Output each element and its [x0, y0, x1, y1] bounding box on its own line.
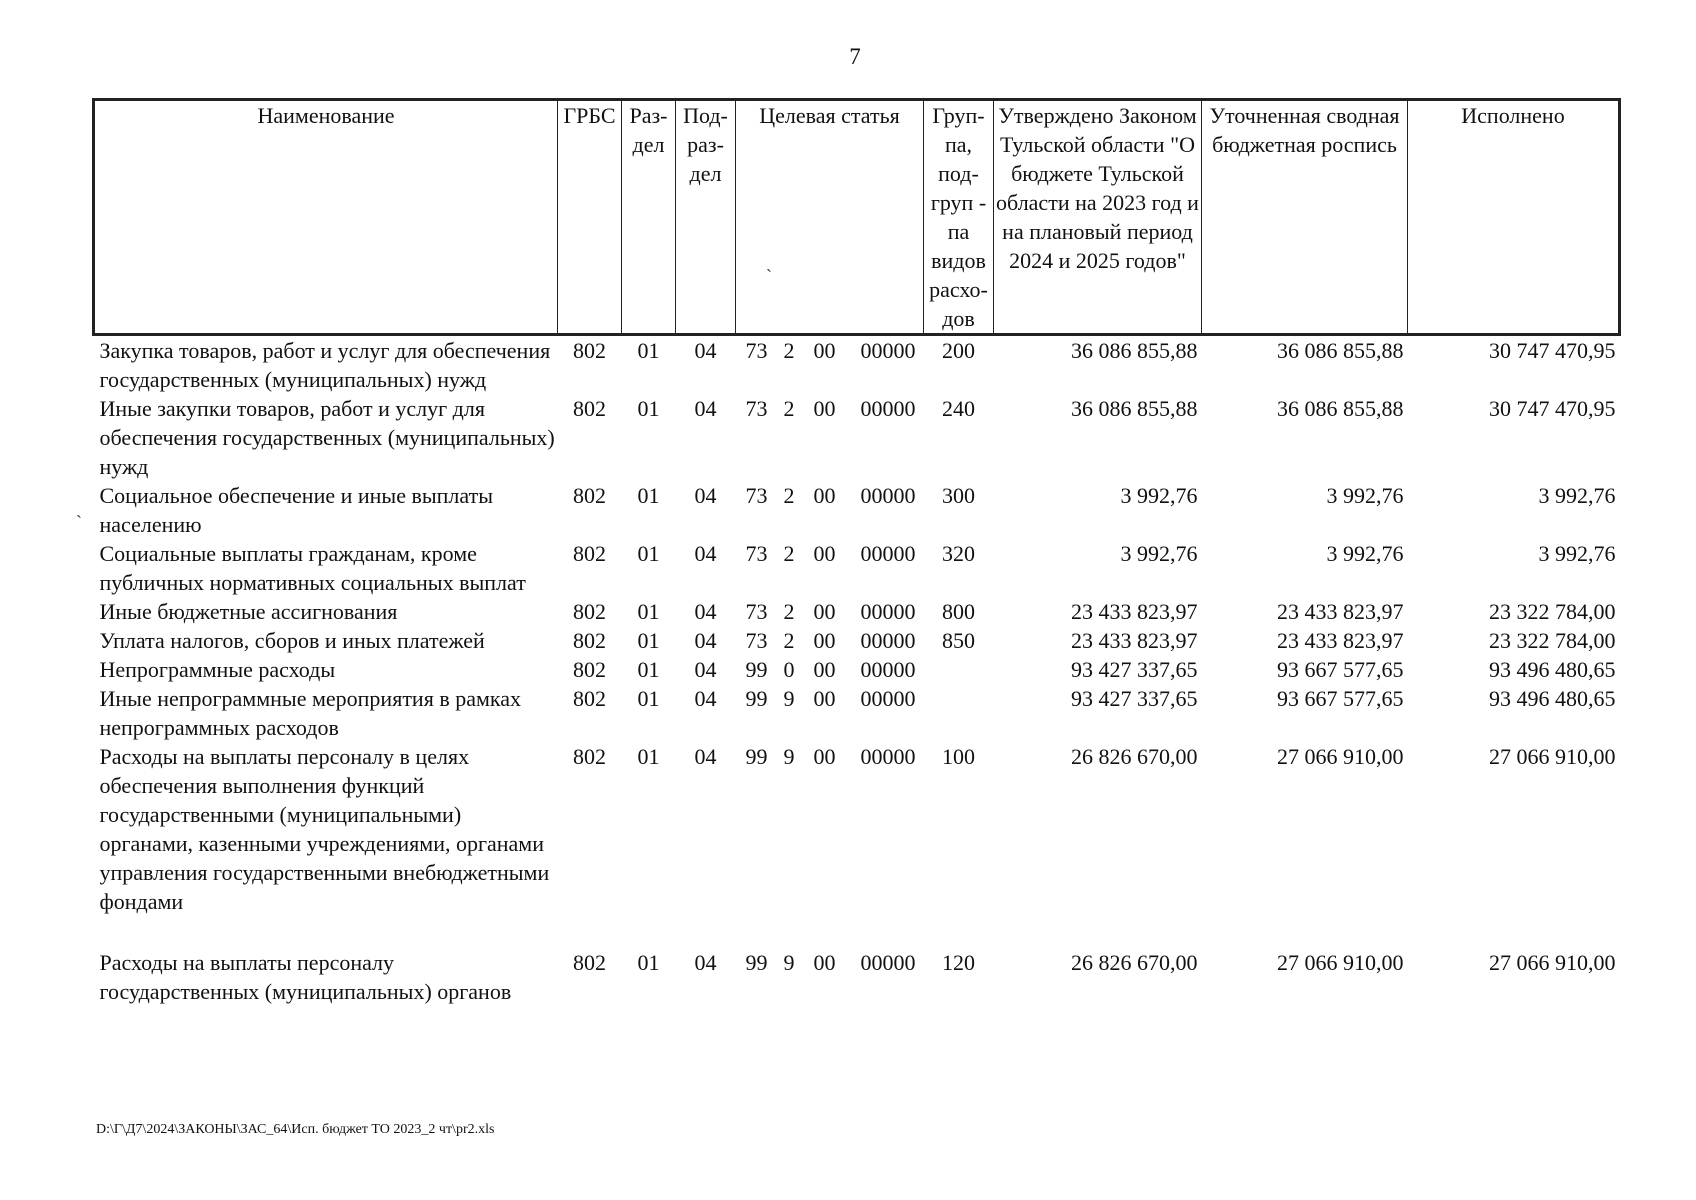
target-main: 00: [813, 541, 836, 566]
header-target: Целевая статья: [736, 100, 924, 335]
target-main: 00: [813, 950, 836, 975]
cell-group: 320: [942, 541, 975, 566]
pen-mark: ˏ: [76, 498, 82, 518]
target-sub: 9: [783, 950, 795, 975]
target-program: 99: [745, 950, 768, 975]
cell-grbs: 802: [573, 483, 606, 508]
cell-target: [736, 655, 924, 684]
cell-executed: 93 496 480,65: [1489, 657, 1616, 682]
cell-name: Уплата налогов, сборов и иных платежей: [99, 628, 485, 653]
target-direction: 00000: [860, 541, 916, 566]
pen-mark: ˏ: [766, 252, 772, 272]
cell-razdel: 01: [637, 541, 660, 566]
cell-executed: 30 747 470,95: [1489, 396, 1616, 421]
cell-razdel: 01: [637, 628, 660, 653]
cell-executed: 27 066 910,00: [1489, 744, 1616, 769]
table-row: [94, 655, 1620, 684]
cell-razdel: 01: [637, 483, 660, 508]
target-main: 00: [813, 686, 836, 711]
cell-podrazdel: 04: [694, 950, 717, 975]
cell-podrazdel: 04: [694, 396, 717, 421]
spacer-row: [94, 916, 1620, 948]
table-row: [94, 742, 1620, 916]
cell-grbs: 802: [573, 541, 606, 566]
cell-target: [736, 335, 924, 395]
target-program: 99: [745, 744, 768, 769]
cell-target: [736, 742, 924, 916]
cell-refined: 3 992,76: [1326, 483, 1404, 508]
target-sub: 9: [783, 744, 795, 769]
header-executed: Исполнено: [1408, 100, 1620, 335]
cell-name: Иные непрограммные мероприятия в рамках непрограммных расходов: [99, 686, 522, 740]
cell-group: 240: [942, 396, 975, 421]
header-name: Наименование: [94, 100, 558, 335]
cell-executed: 23 322 784,00: [1489, 599, 1616, 624]
table-row: [94, 481, 1620, 539]
target-main: 00: [813, 338, 836, 363]
cell-executed: 30 747 470,95: [1489, 338, 1616, 363]
cell-name: Социальные выплаты гражданам, кроме публичных нормативных социальных выплат: [99, 541, 526, 595]
cell-executed: 23 322 784,00: [1489, 628, 1616, 653]
cell-target: [736, 626, 924, 655]
table-row: [94, 597, 1620, 626]
target-program: 73: [745, 599, 768, 624]
cell-razdel: 01: [637, 338, 660, 363]
cell-approved: 93 427 337,65: [1071, 686, 1198, 711]
target-direction: 00000: [860, 599, 916, 624]
cell-group: 200: [942, 338, 975, 363]
table-row: [94, 394, 1620, 481]
cell-approved: 3 992,76: [1120, 483, 1198, 508]
table-body: [94, 335, 1620, 1007]
cell-name: Расходы на выплаты персоналу государственных (муниципальных) органов: [99, 950, 512, 1004]
cell-grbs: 802: [573, 628, 606, 653]
target-main: 00: [813, 599, 836, 624]
header-grbs: ГРБС: [558, 100, 622, 335]
cell-group: [924, 655, 994, 684]
header-approved: Утверждено Законом Тульской области "О бюджете Тульской области на 2023 год и на плановый период 2024 и 2025 годов": [994, 100, 1202, 335]
cell-razdel: 01: [637, 657, 660, 682]
target-main: 00: [813, 483, 836, 508]
cell-approved: 23 433 823,97: [1071, 599, 1198, 624]
cell-refined: 27 066 910,00: [1277, 744, 1404, 769]
cell-approved: 23 433 823,97: [1071, 628, 1198, 653]
cell-podrazdel: 04: [694, 657, 717, 682]
cell-group: 300: [942, 483, 975, 508]
cell-podrazdel: 04: [694, 338, 717, 363]
cell-podrazdel: 04: [694, 541, 717, 566]
cell-executed: 3 992,76: [1538, 541, 1616, 566]
target-program: 73: [745, 396, 768, 421]
cell-podrazdel: 04: [694, 628, 717, 653]
target-direction: 00000: [860, 950, 916, 975]
cell-refined: 93 667 577,65: [1277, 686, 1404, 711]
cell-name: Непрограммные расходы: [99, 657, 336, 682]
cell-grbs: 802: [573, 396, 606, 421]
cell-refined: 3 992,76: [1326, 541, 1404, 566]
cell-approved: 26 826 670,00: [1071, 950, 1198, 975]
target-sub: 2: [783, 483, 795, 508]
target-sub: 2: [783, 338, 795, 363]
target-sub: 2: [783, 541, 795, 566]
target-program: 73: [745, 628, 768, 653]
table-row: [94, 626, 1620, 655]
header-podrazdel: Под- раз- дел: [676, 100, 736, 335]
cell-name: Иные закупки товаров, работ и услуг для обеспечения государственных (муниципальных) нужд: [99, 396, 555, 479]
target-main: 00: [813, 744, 836, 769]
target-direction: 00000: [860, 628, 916, 653]
header-razdel: Раз- дел: [622, 100, 676, 335]
cell-approved: 36 086 855,88: [1071, 396, 1198, 421]
cell-executed: 3 992,76: [1538, 483, 1616, 508]
cell-target: [736, 948, 924, 1006]
cell-razdel: 01: [637, 744, 660, 769]
cell-refined: 23 433 823,97: [1277, 599, 1404, 624]
target-program: 73: [745, 541, 768, 566]
cell-grbs: 802: [573, 338, 606, 363]
cell-grbs: 802: [573, 950, 606, 975]
cell-group: [924, 684, 994, 742]
cell-approved: 3 992,76: [1120, 541, 1198, 566]
cell-name: Закупка товаров, работ и услуг для обеспечения государственных (муниципальных) нужд: [99, 338, 551, 392]
target-main: 00: [813, 628, 836, 653]
cell-podrazdel: 04: [694, 483, 717, 508]
table-row: [94, 684, 1620, 742]
target-program: 99: [745, 657, 768, 682]
cell-group: 100: [942, 744, 975, 769]
cell-podrazdel: 04: [694, 686, 717, 711]
target-sub: 2: [783, 628, 795, 653]
header-refined: Уточненная сводная бюджетная роспись: [1202, 100, 1408, 335]
cell-target: [736, 684, 924, 742]
cell-group: 120: [942, 950, 975, 975]
cell-refined: 23 433 823,97: [1277, 628, 1404, 653]
table-row: [94, 948, 1620, 1006]
target-main: 00: [813, 657, 836, 682]
cell-grbs: 802: [573, 744, 606, 769]
page-number: 7: [849, 44, 861, 69]
target-sub: 9: [783, 686, 795, 711]
file-path-footer: D:\Г\Д7\2024\ЗАКОНЫ\ЗАС_64\Исп. бюджет ТО 2023_2 чт\pr2.xls: [96, 1122, 495, 1137]
target-sub: 2: [783, 396, 795, 421]
cell-refined: 36 086 855,88: [1277, 396, 1404, 421]
cell-podrazdel: 04: [694, 744, 717, 769]
target-program: 73: [745, 338, 768, 363]
cell-executed: 27 066 910,00: [1489, 950, 1616, 975]
cell-group: 800: [942, 599, 975, 624]
cell-target: [736, 597, 924, 626]
cell-podrazdel: 04: [694, 599, 717, 624]
cell-approved: 36 086 855,88: [1071, 338, 1198, 363]
target-sub: 0: [783, 657, 795, 682]
cell-razdel: 01: [637, 686, 660, 711]
cell-grbs: 802: [573, 657, 606, 682]
target-direction: 00000: [860, 686, 916, 711]
cell-name: Социальное обеспечение и иные выплаты населению: [99, 483, 493, 537]
cell-target: [736, 539, 924, 597]
header-group: Груп- па, под- груп - па видов расхо- дов: [924, 100, 994, 335]
cell-razdel: 01: [637, 396, 660, 421]
cell-refined: 36 086 855,88: [1277, 338, 1404, 363]
target-direction: 00000: [860, 338, 916, 363]
table-header: [94, 100, 1620, 335]
target-direction: 00000: [860, 657, 916, 682]
target-sub: 2: [783, 599, 795, 624]
target-main: 00: [813, 396, 836, 421]
cell-target: [736, 481, 924, 539]
cell-refined: 93 667 577,65: [1277, 657, 1404, 682]
target-direction: 00000: [860, 396, 916, 421]
cell-target: [736, 394, 924, 481]
target-direction: 00000: [860, 483, 916, 508]
cell-group: 850: [942, 628, 975, 653]
cell-refined: 27 066 910,00: [1277, 950, 1404, 975]
cell-grbs: 802: [573, 599, 606, 624]
cell-razdel: 01: [637, 950, 660, 975]
cell-razdel: 01: [637, 599, 660, 624]
target-program: 73: [745, 483, 768, 508]
cell-approved: 26 826 670,00: [1071, 744, 1198, 769]
cell-grbs: 802: [573, 686, 606, 711]
cell-approved: 93 427 337,65: [1071, 657, 1198, 682]
cell-name: Иные бюджетные ассигнования: [99, 599, 398, 624]
cell-executed: 93 496 480,65: [1489, 686, 1616, 711]
budget-table: [92, 98, 1621, 1006]
table-row: [94, 539, 1620, 597]
target-direction: 00000: [860, 744, 916, 769]
target-program: 99: [745, 686, 768, 711]
table-row: [94, 335, 1620, 395]
cell-name: Расходы на выплаты персоналу в целях обеспечения выполнения функций государственными (муниципальными) органами, казенными учреждениями, органами управления государственными внебюджетными фондами: [99, 744, 550, 914]
